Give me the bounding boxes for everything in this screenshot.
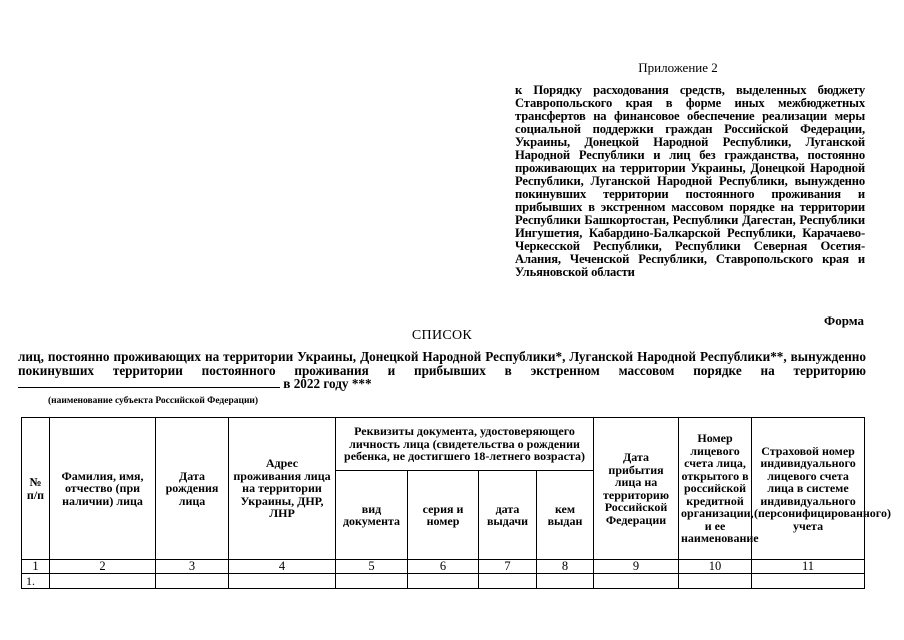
table-cell[interactable] bbox=[752, 574, 865, 589]
table-cell[interactable] bbox=[408, 574, 479, 589]
register-table bbox=[21, 417, 891, 589]
intro-line-end: в 2022 году *** bbox=[283, 376, 372, 391]
table-cell[interactable] bbox=[537, 574, 594, 589]
column-number: 7 bbox=[479, 560, 537, 574]
appendix-title: Приложение 2 bbox=[638, 60, 718, 75]
column-number: 2 bbox=[50, 560, 156, 574]
table-cell[interactable] bbox=[50, 574, 156, 589]
column-number: 3 bbox=[156, 560, 229, 574]
column-number: 9 bbox=[594, 560, 679, 574]
appendix-body: к Порядку расходования средств, выделенных бюджету Ставропольского края в форме иных межбюджетных трансфертов на финансовое обеспечение реализации меры социальной поддержки граждан Российской Федерации, Украины, Донецкой Народной Республики, Луганской Народной Республики и лиц без гражданства, постоянно проживающих на территории Украины, Донецкой Народной Республики, Луганской Народной Республики, вынужденно покинувших территории постоянного проживания и прибывших в экстренном массовом порядке на территории Республики Башкортостан, Республики Дагестан, Республики Ингушетия, Кабардино-Балкарской Республики, Карачаево-Черкесской Республики, Республики Северная Осетия-Алания, Чеченской Республики, Ставропольского края и Ульяновской области bbox=[515, 83, 865, 279]
column-number: 6 bbox=[408, 560, 479, 574]
column-number: 11 bbox=[752, 560, 865, 574]
subject-name-blank[interactable] bbox=[18, 377, 280, 388]
header-doc-date: дата выдачи bbox=[479, 471, 537, 560]
table-cell[interactable] bbox=[156, 574, 229, 589]
table-row bbox=[22, 574, 865, 589]
header-doc-series: серия и номер bbox=[408, 471, 479, 560]
form-label: Форма bbox=[824, 313, 864, 328]
header-account: Номер лицевого счета лица, открытого в российской кредитной организации, и ее наименование bbox=[679, 418, 752, 560]
table-cell[interactable] bbox=[679, 574, 752, 589]
column-number: 4 bbox=[229, 560, 336, 574]
table-cell[interactable] bbox=[594, 574, 679, 589]
header-address: Адрес проживания лица на территории Украины, ДНР, ЛНР bbox=[229, 418, 336, 560]
column-number: 8 bbox=[537, 560, 594, 574]
header-arrival: Дата прибытия лица на территорию Российской Федерации bbox=[594, 418, 679, 560]
subject-caption: (наименование субъекта Российской Федерации) bbox=[48, 396, 259, 406]
column-number: 1 bbox=[22, 560, 50, 574]
header-doc-issuer: кем выдан bbox=[537, 471, 594, 560]
table-cell[interactable] bbox=[336, 574, 408, 589]
column-number: 5 bbox=[336, 560, 408, 574]
header-doc-type: вид документа bbox=[336, 471, 408, 560]
header-name: Фамилия, имя, отчество (при наличии) лица bbox=[50, 418, 156, 560]
list-title: СПИСОК bbox=[411, 328, 473, 343]
header-num: № п/п bbox=[22, 418, 50, 560]
row-number: 1. bbox=[22, 574, 50, 589]
header-document-group: Реквизиты документа, удостоверяющего личность лица (свидетельства о рождении ребенка, не достигшего 18-летнего возраста) bbox=[336, 418, 594, 471]
column-number: 10 bbox=[679, 560, 752, 574]
intro-line: лиц, постоянно проживающих на территории Украины, Донецкой Народной Республики*, Луганской Народной Республики**, вынужденно покинувших территории постоянного проживания и прибывших в экстренном массовом порядке на территорию bbox=[18, 349, 866, 378]
header-snils: Страховой номер индивидуального лицевого счета лица в системе индивидуального (персонифицированного) учета bbox=[752, 418, 865, 560]
table-cell[interactable] bbox=[479, 574, 537, 589]
intro-text bbox=[18, 350, 866, 391]
table-cell[interactable] bbox=[229, 574, 336, 589]
header-birth: Дата рождения лица bbox=[156, 418, 229, 560]
